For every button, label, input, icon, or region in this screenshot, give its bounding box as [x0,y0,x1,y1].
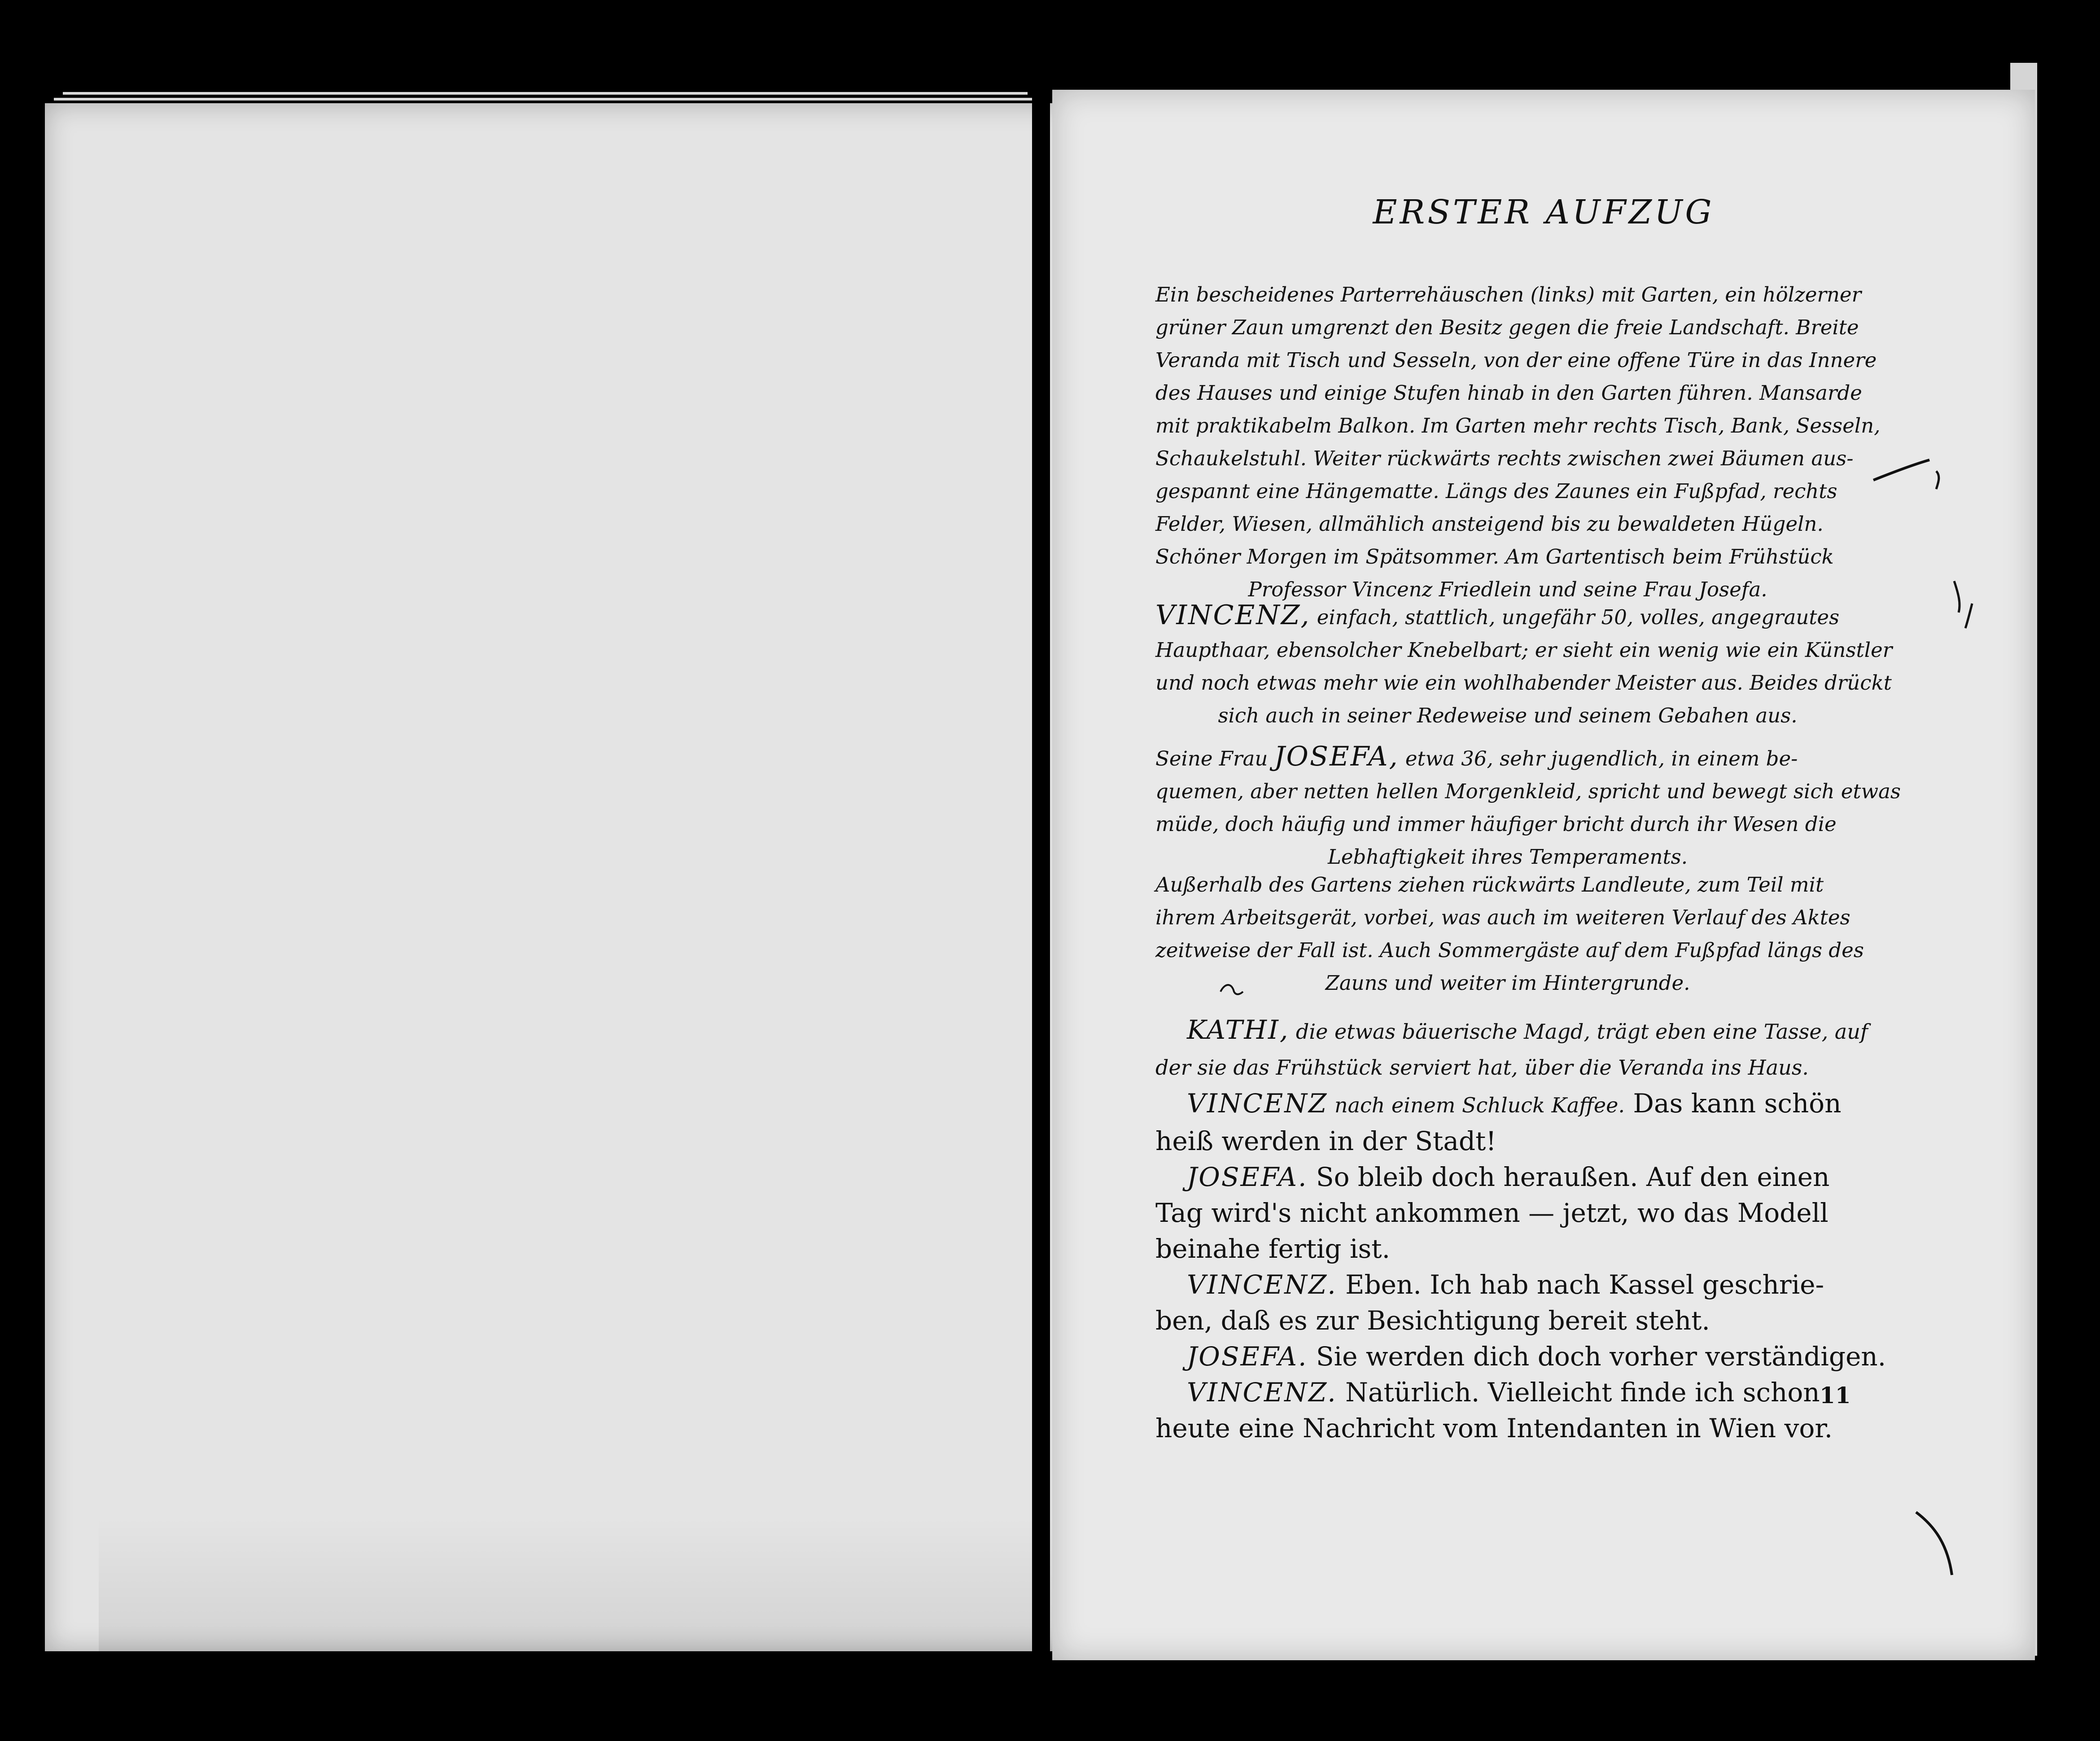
text-line: müde, doch häufig und immer häufiger bricht durch ihr Wesen die [1155,812,1837,836]
text-line: Veranda mit Tisch und Sesseln, von der eine offene Türe in das Innere [1155,348,1877,372]
dialogue-text: So bleib doch heraußen. Auf den einen [1308,1162,1830,1192]
text-line: Schöner Morgen im Spätsommer. Am Gartentisch beim Frühstück [1155,545,1834,569]
dialogue-text: Eben. Ich hab nach Kassel geschrie- [1337,1269,1824,1300]
text-line: Seine Frau [1155,747,1274,770]
pencil-mark [1869,440,1950,512]
text-line: Lebhaftigkeit ihres Temperaments. [1327,845,1688,869]
character-name: JOSEFA, [1274,741,1399,772]
speaker-name: KATHI, [1187,1015,1290,1045]
text-line: zeitweise der Fall ist. Auch Sommergäste auf dem Fußpfad längs des [1155,938,1864,962]
dialogue-text: heiß werden in der Stadt! [1155,1126,1496,1156]
pencil-mark [1950,577,1986,635]
left-page-blank [45,103,1072,1651]
stage-direction-inline: nach einem Schluck Kaffee. [1328,1093,1625,1117]
pencil-mark [1912,1508,1965,1597]
dialogue-text: Tag wird's nicht ankommen — jetzt, wo das Modell [1155,1198,1829,1228]
pencil-mark [1216,978,1247,1001]
text-line: Felder, Wiesen, allmählich ansteigend bis zu bewaldeten Hügeln. [1155,512,1824,536]
speaker-name: VINCENZ [1187,1088,1328,1119]
right-page-text [1052,90,2035,1660]
text-line: Ein bescheidenes Parterrehäuschen (links) mit Garten, ein hölzerner [1155,283,1862,306]
text-line: ihrem Arbeitsgerät, vorbei, was auch im weiteren Verlauf des Aktes [1155,905,1851,929]
text-line: Außerhalb des Gartens ziehen rückwärts Landleute, zum Teil mit [1155,873,1824,897]
page-edge [63,92,1028,95]
stage-direction-inline: die etwas bäuerische Magd, trägt eben eine Tasse, auf [1289,1019,1868,1044]
page-number: 11 [1820,1382,1851,1409]
dialogue-block [1155,1012,1886,1446]
character-name: VINCENZ, [1155,599,1311,631]
speaker-name: VINCENZ. [1187,1377,1337,1408]
stage-direction-inline: der sie das Frühstück serviert hat, über die Veranda ins Haus. [1155,1055,1809,1080]
dialogue-text: Natürlich. Vielleicht finde ich schon [1337,1377,1820,1408]
text-line: Haupthaar, ebensolcher Knebelbart; er sieht ein wenig wie ein Künstler [1155,638,1893,662]
stage-direction-vincenz [1155,599,1893,732]
book-gutter [1032,90,1050,1660]
text-line: mit praktikabelm Balkon. Im Garten mehr rechts Tisch, Bank, Sesseln, [1155,414,1881,437]
text-line: Zauns und weiter im Hintergrunde. [1325,971,1690,995]
text-line: etwa 36, sehr jugendlich, in einem be- [1399,747,1798,770]
stage-direction-setting [1155,278,1881,606]
text-line: und noch etwas mehr wie ein wohlhabender Meister aus. Beides drückt [1155,671,1892,695]
dialogue-text: Das kann schön [1624,1088,1842,1119]
dialogue-text: beinahe fertig ist. [1155,1234,1391,1264]
text-line: Professor Vincenz Friedlein und seine Frau Josefa. [1248,577,1768,601]
speaker-name: VINCENZ. [1187,1269,1337,1300]
dialogue-text: heute eine Nachricht vom Intendanten in Wien vor. [1155,1413,1833,1444]
speaker-name: JOSEFA. [1187,1341,1308,1372]
chapter-title: ERSTER AUFZUG [1373,193,1715,232]
stage-direction-outside [1155,868,1864,999]
text-line: gespannt eine Hängematte. Längs des Zaunes ein Fußpfad, rechts [1155,479,1838,503]
text-line: des Hauses und einige Stufen hinab in den Garten führen. Mansarde [1155,381,1862,405]
text-line: Schaukelstuhl. Weiter rückwärts rechts zwischen zwei Bäumen aus- [1155,446,1854,470]
text-line: quemen, aber netten hellen Morgenkleid, spricht und bewegt sich etwas [1155,779,1901,803]
dialogue-text: ben, daß es zur Besichtigung bereit steht. [1155,1305,1710,1336]
page-edge [54,98,1032,101]
page-shadow [99,1517,1072,1651]
dialogue-text: Sie werden dich doch vorher verständigen. [1308,1341,1886,1372]
text-line: einfach, stattlich, ungefähr 50, volles, angegrautes [1310,605,1840,629]
stage-direction-josefa [1155,740,1901,873]
speaker-name: JOSEFA. [1187,1162,1308,1192]
text-line: sich auch in seiner Redeweise und seinem Gebahen aus. [1218,704,1798,727]
text-line: grüner Zaun umgrenzt den Besitz gegen die freie Landschaft. Breite [1155,315,1859,339]
